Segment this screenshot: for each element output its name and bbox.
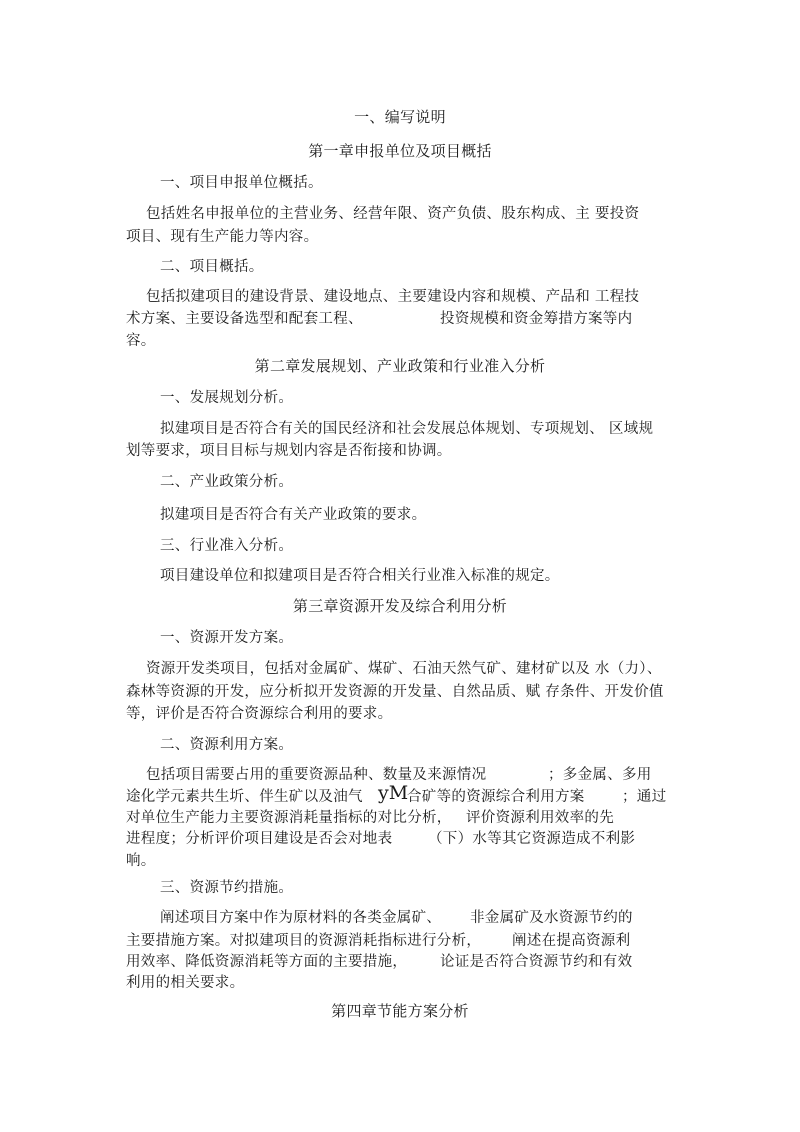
ch3-para-2-line-2c: ；通过 — [622, 789, 667, 805]
ch3-para-1-line-3: 等，评价是否符合资源综合利用的要求。 — [126, 706, 393, 722]
ch2-section-1-title: 一、发展规划分析。 — [160, 390, 294, 406]
ch1-para-1-line-2: 项目、现有生产能力等内容。 — [126, 229, 319, 245]
ch3-para-2-line-1a: 包括项目需要占用的重要资源品种、数量及来源情况 — [146, 767, 487, 783]
ch1-para-2-line-2b: 投资规模和资金筹措方案等内 — [440, 311, 633, 327]
ch3-para-1-line-2: 森林等资源的开发，应分析拟开发资源的开发量、自然品质、赋 存条件、开发价值 — [126, 684, 664, 700]
ch3-para-2-line-2b: 合矿等的资源综合利用方案 — [407, 789, 585, 805]
ch3-para-2-line-3a: 对单位生产能力主要资源消耗量指标的对比分析， — [126, 810, 452, 826]
ch3-para-2-line-3b: 评价资源利用效率的先 — [466, 810, 614, 826]
chapter-3-heading: 第三章资源开发及综合利用分析 — [292, 597, 508, 615]
ch2-section-2-title: 二、产业政策分析。 — [160, 474, 294, 490]
ch3-para-3-line-3a: 用效率、降低资源消耗等方面的主要措施， — [126, 954, 408, 970]
ch2-para-1-line-1: 拟建项目是否符合有关的国民经济和社会发展总体规划、专项规划、 区域规 — [160, 421, 654, 437]
ch2-section-3-title: 三、行业准入分析。 — [160, 538, 294, 554]
document-title: 一、编写说明 — [354, 108, 446, 126]
ch3-para-3-line-1b: 非金属矿及水资源节约的 — [470, 910, 633, 926]
chapter-1-heading: 第一章申报单位及项目概括 — [308, 142, 492, 160]
ch3-para-3-line-1a: 阐述项目方案中作为原材料的各类金属矿、 — [160, 910, 442, 926]
ch1-section-1-title: 一、项目申报单位概括。 — [160, 175, 323, 191]
ch3-para-2-line-2-glyph: yM — [378, 782, 409, 804]
ch3-section-2-title: 二、资源利用方案。 — [160, 737, 294, 753]
ch1-para-2-line-3: 容。 — [126, 333, 156, 349]
ch3-section-1-title: 一、资源开发方案。 — [160, 630, 294, 646]
ch3-para-2-line-2a: 途化学元素共生圻、伴生矿以及油气 — [126, 789, 363, 805]
ch1-para-2-line-2a: 术方案、主要设备选型和配套工程、 — [126, 311, 363, 327]
ch3-para-1-line-1: 资源开发类项目，包括对金属矿、煤矿、石油天然气矿、建材矿以及 水（力）、 — [146, 661, 662, 677]
ch3-para-2-line-5: 响。 — [126, 853, 156, 869]
ch2-para-1-line-2: 划等要求，项目目标与规划内容是否衔接和协调。 — [126, 443, 452, 459]
ch3-section-3-title: 三、资源节约措施。 — [160, 880, 294, 896]
ch1-para-1-line-1: 包括姓名申报单位的主营业务、经营年限、资产负债、股东构成、主 要投资 — [146, 206, 640, 222]
ch2-para-3: 项目建设单位和拟建项目是否符合相关行业准入标准的规定。 — [160, 568, 560, 584]
ch3-para-3-line-4: 利用的相关要求。 — [126, 975, 245, 991]
ch2-para-2: 拟建项目是否符合有关产业政策的要求。 — [160, 507, 427, 523]
ch3-para-3-line-2b: 阐述在提高资源利 — [512, 933, 631, 949]
ch3-para-3-line-2a: 主要措施方案。对拟建项目的资源消耗指标进行分析， — [126, 933, 482, 949]
chapter-4-heading: 第四章节能方案分析 — [331, 1002, 469, 1020]
chapter-2-heading: 第二章发展规划、产业政策和行业准入分析 — [254, 357, 546, 375]
ch3-para-2-line-4a: 进程度；分析评价项目建设是否会对地表 — [126, 831, 393, 847]
ch1-section-2-title: 二、项目概括。 — [160, 259, 264, 275]
ch3-para-2-line-1b: ；多金属、多用 — [548, 767, 652, 783]
ch3-para-3-line-3b: 论证是否符合资源节约和有效 — [440, 954, 633, 970]
ch3-para-2-line-4b: （下）水等其它资源造成不利影 — [428, 831, 636, 847]
ch1-para-2-line-1: 包括拟建项目的建设背景、建设地点、主要建设内容和规模、产品和 工程技 — [146, 289, 640, 305]
